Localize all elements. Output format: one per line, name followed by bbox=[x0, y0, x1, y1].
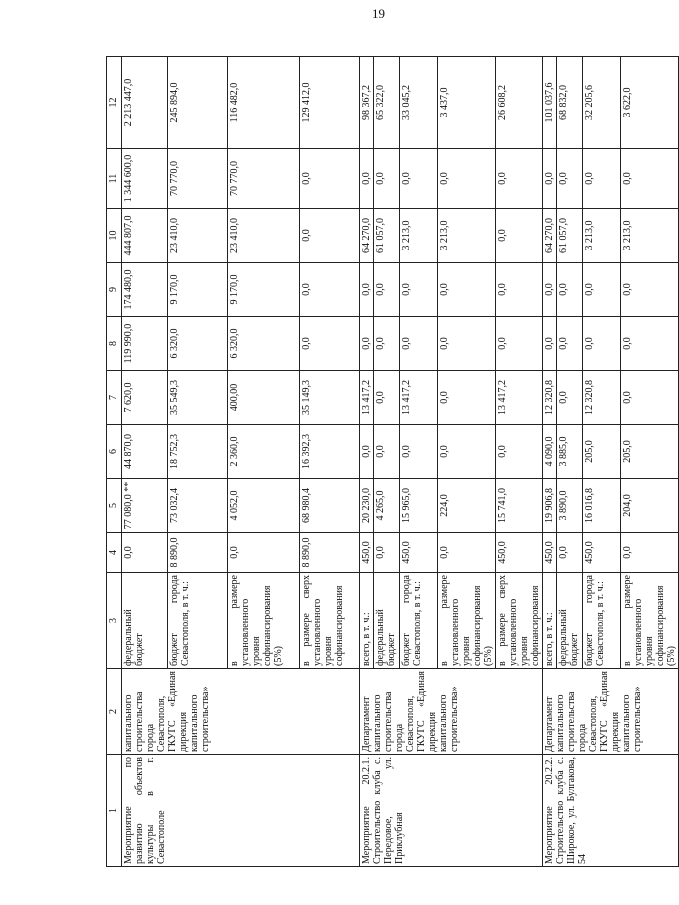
measure-cell: Мероприятие 20.2.1. Строительство клуба с. Передовое, ул. Приклубная bbox=[360, 755, 543, 867]
value-cell: 32 205,6 bbox=[583, 57, 621, 149]
header-cell: 3 bbox=[107, 573, 122, 669]
value-cell: 8 890,0 bbox=[168, 533, 228, 573]
value-cell: 3 890,0 bbox=[557, 479, 583, 533]
value-cell: 64 270,0 bbox=[360, 209, 374, 263]
table-row bbox=[360, 57, 374, 867]
value-cell: 0,0 bbox=[543, 263, 557, 317]
value-cell: 0,0 bbox=[374, 533, 400, 573]
value-cell: 15 741,0 bbox=[496, 479, 543, 533]
value-cell: 0,0 bbox=[438, 149, 496, 209]
header-cell: 4 bbox=[107, 533, 122, 573]
value-cell: 20 230,0 bbox=[360, 479, 374, 533]
value-cell: 0,0 bbox=[360, 149, 374, 209]
value-cell: 19 906,8 bbox=[543, 479, 557, 533]
header-cell: 2 bbox=[107, 669, 122, 755]
measure-cell: Мероприятие по развитию объектов культуры в г. Севастополе bbox=[122, 755, 360, 867]
value-cell: 0,0 bbox=[400, 317, 438, 371]
value-cell: 0,0 bbox=[557, 317, 583, 371]
value-cell: 13 417,2 bbox=[400, 371, 438, 425]
value-cell: 33 045,2 bbox=[400, 57, 438, 149]
value-cell: 61 057,0 bbox=[374, 209, 400, 263]
value-cell: 205,0 bbox=[583, 425, 621, 479]
value-cell: 0,0 bbox=[557, 263, 583, 317]
value-cell: 0,0 bbox=[438, 533, 496, 573]
value-cell: 64 270,0 bbox=[543, 209, 557, 263]
source-cell: в размере установленного уровня софинансирования (5%) bbox=[621, 573, 679, 669]
value-cell: 0,0 bbox=[300, 149, 360, 209]
value-cell: 65 322,0 bbox=[374, 57, 400, 149]
value-cell: 0,0 bbox=[621, 149, 679, 209]
header-row bbox=[107, 57, 122, 867]
measure-cell: Мероприятие 20.2.2. Строительство клуба с. Широкое, ул. Булгакова, 54 bbox=[543, 755, 679, 867]
table-row bbox=[122, 57, 168, 867]
value-cell: 0,0 bbox=[496, 209, 543, 263]
value-cell: 224,0 bbox=[438, 479, 496, 533]
value-cell: 101 037,6 bbox=[543, 57, 557, 149]
value-cell: 0,0 bbox=[360, 425, 374, 479]
table-row bbox=[543, 57, 557, 867]
value-cell: 12 320,8 bbox=[583, 371, 621, 425]
value-cell: 205,0 bbox=[621, 425, 679, 479]
value-cell: 450,0 bbox=[496, 533, 543, 573]
value-cell: 0,0 bbox=[360, 317, 374, 371]
value-cell: 0,0 bbox=[496, 425, 543, 479]
header-cell: 9 bbox=[107, 263, 122, 317]
executor-cell: капитального строительства города Севастополя, ГКУГС «Единая дирекция капитального строительства» bbox=[122, 669, 360, 755]
value-cell: 0,0 bbox=[621, 533, 679, 573]
value-cell: 26 608,2 bbox=[496, 57, 543, 149]
header-cell: 11 bbox=[107, 149, 122, 209]
value-cell: 3 213,0 bbox=[621, 209, 679, 263]
value-cell: 204,0 bbox=[621, 479, 679, 533]
header-cell: 1 bbox=[107, 755, 122, 867]
value-cell: 0,0 bbox=[496, 263, 543, 317]
value-cell: 2 213 447,0 bbox=[122, 57, 168, 149]
value-cell: 3 622,0 bbox=[621, 57, 679, 149]
value-cell: 98 367,2 bbox=[360, 57, 374, 149]
value-cell: 8 890,0 bbox=[300, 533, 360, 573]
value-cell: 18 752,3 bbox=[168, 425, 228, 479]
value-cell: 3 437,0 bbox=[438, 57, 496, 149]
executor-cell: Департамент капитального строительства города Севастополя, ГКУГС «Единая дирекция капитального строительства» bbox=[543, 669, 679, 755]
value-cell: 1 344 600,0 bbox=[122, 149, 168, 209]
value-cell: 0,0 bbox=[438, 371, 496, 425]
executor-cell: Департамент капитального строительства города Севастополя, ГКУГС «Единая дирекция капитального строительства» bbox=[360, 669, 543, 755]
value-cell: 9 170,0 bbox=[168, 263, 228, 317]
value-cell: 0,0 bbox=[543, 149, 557, 209]
value-cell: 0,0 bbox=[583, 263, 621, 317]
value-cell: 4 265,0 bbox=[374, 479, 400, 533]
value-cell: 119 990,0 bbox=[122, 317, 168, 371]
source-cell: всего, в т. ч.: bbox=[543, 573, 557, 669]
source-cell: всего, в т. ч.: bbox=[360, 573, 374, 669]
value-cell: 77 080,0 ** bbox=[122, 479, 168, 533]
value-cell: 68 832,0 bbox=[557, 57, 583, 149]
source-cell: федеральный бюджет bbox=[122, 573, 168, 669]
source-cell: в размере сверх установленного уровня софинансирования bbox=[300, 573, 360, 669]
value-cell: 13 417,2 bbox=[496, 371, 543, 425]
value-cell: 0,0 bbox=[621, 317, 679, 371]
value-cell: 0,0 bbox=[400, 425, 438, 479]
value-cell: 0,0 bbox=[374, 425, 400, 479]
source-cell: в размере установленного уровня софинансирования (5%) bbox=[228, 573, 300, 669]
rotated-table-container bbox=[106, 57, 677, 867]
header-cell: 10 bbox=[107, 209, 122, 263]
value-cell: 35 149,3 bbox=[300, 371, 360, 425]
value-cell: 450,0 bbox=[583, 533, 621, 573]
value-cell: 0,0 bbox=[557, 149, 583, 209]
source-cell: бюджет города Севастополя, в т. ч.: bbox=[168, 573, 228, 669]
header-cell: 12 bbox=[107, 57, 122, 149]
value-cell: 13 417,2 bbox=[360, 371, 374, 425]
header-cell: 7 bbox=[107, 371, 122, 425]
value-cell: 35 549,3 bbox=[168, 371, 228, 425]
value-cell: 6 320,0 bbox=[168, 317, 228, 371]
value-cell: 0,0 bbox=[543, 317, 557, 371]
value-cell: 16 392,3 bbox=[300, 425, 360, 479]
value-cell: 0,0 bbox=[300, 209, 360, 263]
value-cell: 0,0 bbox=[621, 263, 679, 317]
value-cell: 0,0 bbox=[300, 263, 360, 317]
value-cell: 0,0 bbox=[400, 263, 438, 317]
value-cell: 0,0 bbox=[360, 263, 374, 317]
value-cell: 0,0 bbox=[496, 149, 543, 209]
value-cell: 0,0 bbox=[438, 317, 496, 371]
value-cell: 0,0 bbox=[496, 317, 543, 371]
value-cell: 7 620,0 bbox=[122, 371, 168, 425]
value-cell: 2 360,0 bbox=[228, 425, 300, 479]
value-cell: 23 410,0 bbox=[228, 209, 300, 263]
source-cell: в размере сверх установленного уровня софинансирования bbox=[496, 573, 543, 669]
value-cell: 0,0 bbox=[228, 533, 300, 573]
value-cell: 0,0 bbox=[122, 533, 168, 573]
value-cell: 4 090,0 bbox=[543, 425, 557, 479]
value-cell: 0,0 bbox=[374, 263, 400, 317]
value-cell: 0,0 bbox=[438, 263, 496, 317]
value-cell: 70 770,0 bbox=[228, 149, 300, 209]
value-cell: 3 213,0 bbox=[438, 209, 496, 263]
page-number: 19 bbox=[372, 6, 385, 21]
source-cell: бюджет города Севастополя, в т. ч.: bbox=[583, 573, 621, 669]
header-cell: 8 bbox=[107, 317, 122, 371]
value-cell: 450,0 bbox=[360, 533, 374, 573]
value-cell: 0,0 bbox=[374, 149, 400, 209]
header-cell: 6 bbox=[107, 425, 122, 479]
value-cell: 444 807,0 bbox=[122, 209, 168, 263]
value-cell: 0,0 bbox=[438, 425, 496, 479]
value-cell: 70 770,0 bbox=[168, 149, 228, 209]
value-cell: 0,0 bbox=[621, 371, 679, 425]
value-cell: 0,0 bbox=[374, 317, 400, 371]
source-cell: федеральный бюджет bbox=[557, 573, 583, 669]
value-cell: 400,00 bbox=[228, 371, 300, 425]
value-cell: 9 170,0 bbox=[228, 263, 300, 317]
source-cell: бюджет города Севастополя, в т. ч.: bbox=[400, 573, 438, 669]
source-cell: в размере установленного уровня софинансирования (5%) bbox=[438, 573, 496, 669]
value-cell: 0,0 bbox=[557, 533, 583, 573]
header-cell: 5 bbox=[107, 479, 122, 533]
source-cell: федеральный бюджет bbox=[374, 573, 400, 669]
value-cell: 0,0 bbox=[583, 149, 621, 209]
budget-table bbox=[106, 56, 679, 867]
value-cell: 0,0 bbox=[400, 149, 438, 209]
value-cell: 73 032,4 bbox=[168, 479, 228, 533]
value-cell: 129 412,0 bbox=[300, 57, 360, 149]
value-cell: 68 980,4 bbox=[300, 479, 360, 533]
value-cell: 0,0 bbox=[557, 371, 583, 425]
value-cell: 116 482,0 bbox=[228, 57, 300, 149]
value-cell: 245 894,0 bbox=[168, 57, 228, 149]
value-cell: 15 965,0 bbox=[400, 479, 438, 533]
value-cell: 44 870,0 bbox=[122, 425, 168, 479]
value-cell: 0,0 bbox=[374, 371, 400, 425]
value-cell: 450,0 bbox=[400, 533, 438, 573]
value-cell: 3 213,0 bbox=[400, 209, 438, 263]
value-cell: 3 213,0 bbox=[583, 209, 621, 263]
value-cell: 0,0 bbox=[300, 317, 360, 371]
value-cell: 0,0 bbox=[583, 317, 621, 371]
value-cell: 61 057,0 bbox=[557, 209, 583, 263]
value-cell: 12 320,8 bbox=[543, 371, 557, 425]
value-cell: 6 320,0 bbox=[228, 317, 300, 371]
value-cell: 23 410,0 bbox=[168, 209, 228, 263]
value-cell: 4 052,0 bbox=[228, 479, 300, 533]
value-cell: 174 480,0 bbox=[122, 263, 168, 317]
value-cell: 3 885,0 bbox=[557, 425, 583, 479]
value-cell: 450,0 bbox=[543, 533, 557, 573]
value-cell: 16 016,8 bbox=[583, 479, 621, 533]
